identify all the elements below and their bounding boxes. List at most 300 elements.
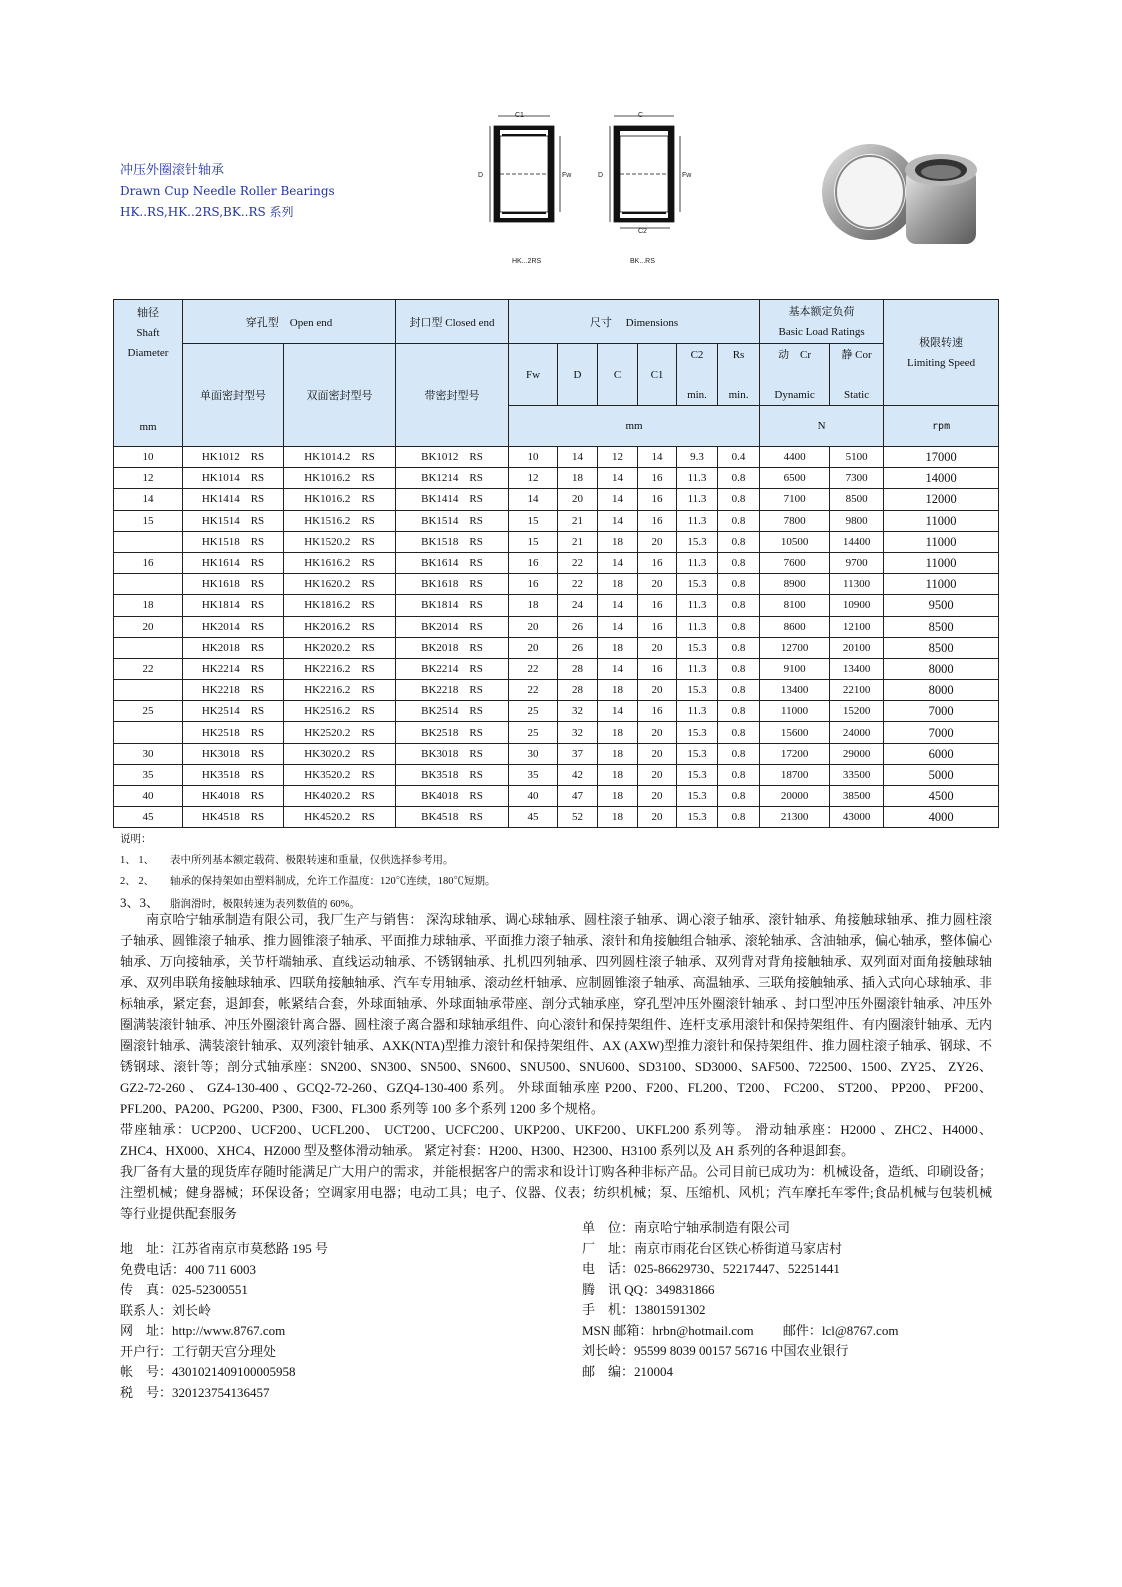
cell-static: 9800 (830, 510, 884, 531)
cell-rs: 0.8 (718, 531, 760, 552)
table-row (114, 701, 999, 722)
cell-double-seal: HK4520.2 RS (284, 807, 396, 828)
cell-rs: 0.8 (718, 489, 760, 510)
cell-static: 9700 (830, 552, 884, 573)
table-row (114, 468, 999, 489)
cell-dynamic: 10500 (760, 531, 830, 552)
cell-closed-seal: BK2218 RS (396, 680, 509, 701)
cell-d: 26 (558, 616, 598, 637)
cell-shaft: 22 (114, 658, 183, 679)
cell-shaft: 20 (114, 616, 183, 637)
cell-shaft (114, 680, 183, 701)
cell-dynamic: 11000 (760, 701, 830, 722)
cell-shaft: 15 (114, 510, 183, 531)
rs-min: min. (728, 388, 749, 401)
cell-double-seal: HK1816.2 RS (284, 595, 396, 616)
cell-single-seal: HK2014 RS (183, 616, 284, 637)
cell-fw: 14 (509, 489, 558, 510)
hk-2rs-caption: HK...2RS (512, 258, 542, 265)
title-en: Drawn Cup Needle Roller Bearings (120, 184, 335, 198)
cell-dynamic: 15600 (760, 722, 830, 743)
table-row (114, 489, 999, 510)
cell-rs: 0.8 (718, 595, 760, 616)
load-cn: 基本额定负荷 (788, 305, 855, 318)
dim-c1-label: C1 (515, 112, 524, 119)
note-1-index: 1、 1、 (120, 855, 155, 866)
c1-header: C1 (638, 344, 677, 406)
dim-fw-label-2: Fw (682, 172, 692, 179)
cell-single-seal: HK3018 RS (183, 743, 284, 764)
cell-shaft (114, 574, 183, 595)
closed-end-header: 封口型 Closed end (396, 300, 509, 344)
cell-single-seal: HK1618 RS (183, 574, 284, 595)
open-end-header: 穿孔型 Open end (183, 300, 396, 344)
shaft-header (114, 300, 183, 447)
cell-speed: 8500 (884, 637, 999, 658)
cell-static: 14400 (830, 531, 884, 552)
table-row (114, 658, 999, 679)
cell-d: 28 (558, 658, 598, 679)
title-cn: 冲压外圈滚针轴承 (120, 163, 225, 178)
cell-double-seal: HK1616.2 RS (284, 552, 396, 573)
cell-single-seal: HK1514 RS (183, 510, 284, 531)
cell-speed: 11000 (884, 510, 999, 531)
cell-shaft (114, 722, 183, 743)
rs-label: Rs (732, 348, 745, 361)
cell-c1: 16 (638, 552, 677, 573)
dimensions-header: 尺寸 Dimensions (509, 300, 760, 344)
note-3-index: 3、3、 (120, 895, 160, 910)
cell-d: 26 (558, 637, 598, 658)
cell-c1: 20 (638, 574, 677, 595)
cell-d: 20 (558, 489, 598, 510)
table-row (114, 680, 999, 701)
cell-d: 21 (558, 531, 598, 552)
cell-dynamic: 9100 (760, 658, 830, 679)
diagram-hk-2rs (478, 112, 580, 265)
cell-double-seal: HK1014.2 RS (284, 447, 396, 468)
cell-c2: 11.3 (677, 616, 718, 637)
dynamic-header (760, 344, 830, 406)
series-label: HK..RS,HK..2RS,BK..RS 系列 (120, 205, 294, 219)
cell-c2: 15.3 (677, 531, 718, 552)
cell-static: 33500 (830, 764, 884, 785)
double-seal-header: 双面密封型号 (284, 344, 396, 447)
cell-c2: 11.3 (677, 701, 718, 722)
cell-single-seal: HK3518 RS (183, 764, 284, 785)
cell-c: 14 (598, 468, 638, 489)
cell-rs: 0.8 (718, 764, 760, 785)
single-seal-header: 单面密封型号 (183, 344, 284, 447)
stat-cn: 静 Cor (841, 348, 872, 361)
cell-rs: 0.8 (718, 637, 760, 658)
cell-closed-seal: BK1214 RS (396, 468, 509, 489)
cell-speed: 4500 (884, 786, 999, 807)
cell-static: 13400 (830, 658, 884, 679)
cell-closed-seal: BK2514 RS (396, 701, 509, 722)
cell-c: 18 (598, 786, 638, 807)
dim-d-label: D (478, 172, 484, 179)
table-row (114, 616, 999, 637)
cell-d: 18 (558, 468, 598, 489)
cell-static: 20100 (830, 637, 884, 658)
company-paragraph-2: 带座轴承：UCP200、UCF200、UCFL200、 UCT200、UCFC200、UKP200、UKF200、UKFL200 系列等。 滑动轴承座：H2000 、ZHC2、H4000、ZHC4、HX000、XHC4、HZ000 型及整体滑动轴承。 紧定衬套：H200、H300、H2300、H3100 系列以及 AH 系列的各种退卸套。 (120, 1122, 992, 1158)
cell-d: 42 (558, 764, 598, 785)
cell-d: 28 (558, 680, 598, 701)
contact-left-line: 免费电话：400 711 6003 (120, 1261, 257, 1277)
cell-d: 52 (558, 807, 598, 828)
cell-double-seal: HK3020.2 RS (284, 743, 396, 764)
cell-speed: 11000 (884, 552, 999, 573)
contact-right-line: 单 位：南京哈宁轴承制造有限公司 (582, 1220, 791, 1235)
cell-c2: 11.3 (677, 468, 718, 489)
cell-c2: 11.3 (677, 510, 718, 531)
cell-c1: 16 (638, 489, 677, 510)
cell-closed-seal: BK2018 RS (396, 637, 509, 658)
shaft-en: Shaft (136, 327, 160, 339)
cell-c: 14 (598, 658, 638, 679)
cell-c1: 20 (638, 807, 677, 828)
cell-dynamic: 18700 (760, 764, 830, 785)
dyn-cn: 动 Cr (778, 348, 812, 361)
cell-fw: 18 (509, 595, 558, 616)
cell-single-seal: HK4018 RS (183, 786, 284, 807)
cell-double-seal: HK2516.2 RS (284, 701, 396, 722)
cell-static: 43000 (830, 807, 884, 828)
cell-c: 18 (598, 743, 638, 764)
cell-c1: 16 (638, 510, 677, 531)
c-header: C (598, 344, 638, 406)
cell-rs: 0.8 (718, 510, 760, 531)
notes-heading: 说明： (120, 834, 152, 845)
cell-single-seal: HK1518 RS (183, 531, 284, 552)
bearing-photo (818, 140, 993, 250)
cell-dynamic: 6500 (760, 468, 830, 489)
contact-right-line: 电 话：025-86629730、52217447、52251441 (582, 1261, 840, 1276)
cell-d: 32 (558, 722, 598, 743)
note-2 (120, 871, 1000, 892)
cell-closed-seal: BK3018 RS (396, 743, 509, 764)
contact-left-line: 地 址：江苏省南京市莫愁路 195 号 (120, 1241, 329, 1256)
cell-speed: 6000 (884, 743, 999, 764)
note-3-text: 脂润滑时，极限转速为表列数值的 60%。 (170, 899, 360, 910)
cell-dynamic: 12700 (760, 637, 830, 658)
table-row (114, 637, 999, 658)
cell-static: 12100 (830, 616, 884, 637)
cell-closed-seal: BK1518 RS (396, 531, 509, 552)
unit-mm: mm (509, 406, 760, 447)
static-header (830, 344, 884, 406)
contact-left (120, 1239, 328, 1403)
cell-d: 22 (558, 552, 598, 573)
cell-static: 11300 (830, 574, 884, 595)
company-paragraph-3: 我厂备有大量的现货库存随时能满足广大用户的需求，并能根据客户的需求和设计订购各种非标产品。公司目前已成功为：机械设备，造纸、印刷设备；注塑机械；健身器械；环保设备；空调家用电器；电动工具；电子、仪器、仪表；纺织机械；泵、压缩机、风机；汽车摩托车零件;食品机械与包装机械等行业提供配套服务 (120, 1164, 992, 1221)
cell-c1: 20 (638, 786, 677, 807)
c2-min: min. (687, 388, 707, 401)
shaft-en2: Diameter (127, 347, 169, 359)
cell-single-seal: HK1014 RS (183, 468, 284, 489)
cell-speed: 8500 (884, 616, 999, 637)
cell-c: 14 (598, 510, 638, 531)
table-row (114, 574, 999, 595)
cell-static: 24000 (830, 722, 884, 743)
cell-rs: 0.8 (718, 574, 760, 595)
cell-speed: 17000 (884, 447, 999, 468)
cell-shaft: 45 (114, 807, 183, 828)
cell-shaft: 14 (114, 489, 183, 510)
cell-speed: 11000 (884, 574, 999, 595)
cell-fw: 25 (509, 722, 558, 743)
fw-header: Fw (509, 344, 558, 406)
cell-fw: 16 (509, 574, 558, 595)
table-row (114, 722, 999, 743)
cell-rs: 0.4 (718, 447, 760, 468)
cell-c: 18 (598, 764, 638, 785)
cell-c2: 15.3 (677, 807, 718, 828)
table-row (114, 552, 999, 573)
cell-c2: 15.3 (677, 786, 718, 807)
cell-fw: 35 (509, 764, 558, 785)
cell-d: 21 (558, 510, 598, 531)
cell-single-seal: HK4518 RS (183, 807, 284, 828)
seal-closed-header: 带密封型号 (396, 344, 509, 447)
cell-c1: 14 (638, 447, 677, 468)
cell-c: 18 (598, 531, 638, 552)
cell-c2: 15.3 (677, 722, 718, 743)
contact-right-line: MSN 邮箱：hrbn@hotmail.com 邮件：lcl@8767.com (582, 1322, 899, 1338)
table-row (114, 764, 999, 785)
rs-header (718, 344, 760, 406)
cell-fw: 12 (509, 468, 558, 489)
cell-closed-seal: BK1614 RS (396, 552, 509, 573)
table-row (114, 786, 999, 807)
cell-closed-seal: BK2214 RS (396, 658, 509, 679)
cell-static: 5100 (830, 447, 884, 468)
cell-rs: 0.8 (718, 468, 760, 489)
cell-closed-seal: BK1514 RS (396, 510, 509, 531)
cell-single-seal: HK2514 RS (183, 701, 284, 722)
cell-single-seal: HK1012 RS (183, 447, 284, 468)
cell-speed: 11000 (884, 531, 999, 552)
shaft-cn: 轴径 (137, 307, 159, 319)
speed-header (884, 300, 999, 406)
table-row (114, 595, 999, 616)
note-2-index: 2、 2、 (120, 876, 155, 887)
cell-c: 14 (598, 701, 638, 722)
cell-speed: 7000 (884, 722, 999, 743)
cell-speed: 9500 (884, 595, 999, 616)
cell-c2: 15.3 (677, 764, 718, 785)
cell-single-seal: HK1814 RS (183, 595, 284, 616)
cell-d: 32 (558, 701, 598, 722)
cell-single-seal: HK2218 RS (183, 680, 284, 701)
cell-speed: 14000 (884, 468, 999, 489)
cell-rs: 0.8 (718, 680, 760, 701)
cell-c1: 20 (638, 764, 677, 785)
cell-closed-seal: BK1012 RS (396, 447, 509, 468)
cell-dynamic: 8900 (760, 574, 830, 595)
contact-left-line: 联系人：刘长岭 (120, 1302, 212, 1318)
cell-rs: 0.8 (718, 552, 760, 573)
contact-right-line: 手 机：13801591302 (582, 1302, 706, 1317)
cell-fw: 15 (509, 531, 558, 552)
cell-fw: 15 (509, 510, 558, 531)
d-header: D (558, 344, 598, 406)
unit-rpm: rpm (884, 406, 999, 447)
cell-d: 14 (558, 447, 598, 468)
cell-closed-seal: BK1414 RS (396, 489, 509, 510)
cell-closed-seal: BK2518 RS (396, 722, 509, 743)
cell-c2: 9.3 (677, 447, 718, 468)
contact-right-line: 腾 讯 QQ：349831866 (582, 1281, 715, 1297)
cell-double-seal: HK4020.2 RS (284, 786, 396, 807)
cell-c1: 20 (638, 680, 677, 701)
cell-c: 14 (598, 489, 638, 510)
cell-c: 18 (598, 722, 638, 743)
cell-d: 24 (558, 595, 598, 616)
cell-single-seal: HK1414 RS (183, 489, 284, 510)
cell-c1: 16 (638, 595, 677, 616)
bk-rs-caption: BK...RS (630, 258, 655, 265)
cell-shaft: 35 (114, 764, 183, 785)
table-row (114, 510, 999, 531)
cell-c: 18 (598, 807, 638, 828)
cell-speed: 7000 (884, 701, 999, 722)
cell-fw: 45 (509, 807, 558, 828)
cell-c2: 11.3 (677, 489, 718, 510)
cell-dynamic: 17200 (760, 743, 830, 764)
cell-c1: 20 (638, 531, 677, 552)
cell-fw: 10 (509, 447, 558, 468)
cell-shaft: 40 (114, 786, 183, 807)
dim-c-label: C (638, 112, 644, 119)
cell-shaft: 12 (114, 468, 183, 489)
cell-fw: 20 (509, 616, 558, 637)
contact-right-line: 刘长岭：95599 8039 00157 56716 中国农业银行 (582, 1343, 849, 1358)
cell-fw: 20 (509, 637, 558, 658)
cell-speed: 4000 (884, 807, 999, 828)
cell-rs: 0.8 (718, 807, 760, 828)
cell-d: 37 (558, 743, 598, 764)
cell-static: 38500 (830, 786, 884, 807)
cell-static: 7300 (830, 468, 884, 489)
contact-right (582, 1218, 898, 1382)
cell-shaft: 25 (114, 701, 183, 722)
cell-c1: 16 (638, 701, 677, 722)
cell-dynamic: 20000 (760, 786, 830, 807)
cell-c1: 20 (638, 637, 677, 658)
cell-single-seal: HK1614 RS (183, 552, 284, 573)
cell-rs: 0.8 (718, 722, 760, 743)
cell-double-seal: HK1620.2 RS (284, 574, 396, 595)
contact-left-line: 帐 号：4301021409100005958 (120, 1364, 296, 1379)
company-paragraph-1: 南京哈宁轴承制造有限公司，我厂生产与销售： 深沟球轴承、调心球轴承、圆柱滚子轴承、调心滚子轴承、滚针轴承、角接触球轴承、推力圆柱滚子轴承、圆锥滚子轴承、推力圆锥滚子轴承、平面推力球轴承、平面推力滚子轴承、滚针和角接触组合轴承、滚轮轴承、含油轴承，偏心轴承，整体偏心轴承、万向接轴承，关节杆端轴承、直线运动轴承、不锈钢轴承、扎机四列轴承、四列圆柱滚子轴承、双列背对背角接触轴承、双列面对面角接触球轴承、双列串联角接触球轴承、四联角接触轴承、汽车专用轴承、滚动丝杆轴承、应制圆锥滚子轴承、高温轴承、三联角接触轴承、插入式向心球轴承、非标轴承，紧定套，退卸套，帐紧结合套，外球面轴承、外球面轴承带座、剖分式轴承座，穿孔型冲压外圈滚针轴承 、封口型冲压外圈滚针轴承、冲压外圈满装滚针轴承、冲压外圈滚针离合器、圆柱滚子离合器和球轴承组件、向心滚针和保持架组件、连杆支承用滚针和保持架组件、有内圈滚针轴承、无内圈滚针轴承、满装滚针轴承、双列滚针轴承、AXK(NTA)型推力滚针和保持架组件、AX (AXW)型推力滚针和保持架组件、推力圆柱滚子轴承、钢球、不锈钢球、滚针等；剖分式轴承座：SN200、SN300、SN500、SN600、SNU500、SNU600、SD3100、SD3000、SAF500、722500、1500、ZY25、 ZY26、 GZ2-72-260 、 GZ4-130-400 、GCQ2-72-260、GZQ4-130-400 系列。 外球面轴承座 P200、F200、FL200、T200、 FC200、 ST200、 PP200、 PF200、 PFL200、PA200、PG200、P300、F300、FL300 系列等 100 多个系列 1200 多个规格。 (120, 912, 992, 1116)
cell-fw: 22 (509, 680, 558, 701)
cell-c: 14 (598, 595, 638, 616)
cell-dynamic: 8100 (760, 595, 830, 616)
cell-c2: 11.3 (677, 552, 718, 573)
cell-c: 12 (598, 447, 638, 468)
cell-closed-seal: BK1618 RS (396, 574, 509, 595)
cell-speed: 5000 (884, 764, 999, 785)
contact-left-line: 开户行：工行朝天宫分理处 (120, 1343, 277, 1359)
company-description (120, 909, 992, 1224)
cell-fw: 22 (509, 658, 558, 679)
spec-table (113, 299, 999, 828)
cell-d: 47 (558, 786, 598, 807)
notes (120, 829, 1000, 915)
cell-single-seal: HK2518 RS (183, 722, 284, 743)
cell-rs: 0.8 (718, 701, 760, 722)
cell-c1: 16 (638, 616, 677, 637)
table-body (114, 447, 999, 828)
contact-right-line: 厂 址：南京市雨花台区铁心桥街道马家店村 (582, 1240, 843, 1256)
cell-dynamic: 4400 (760, 447, 830, 468)
cell-c2: 11.3 (677, 595, 718, 616)
cell-shaft: 10 (114, 447, 183, 468)
cell-shaft (114, 531, 183, 552)
cell-c: 18 (598, 574, 638, 595)
speed-cn: 极限转速 (919, 336, 964, 349)
cell-closed-seal: BK3518 RS (396, 764, 509, 785)
cell-static: 8500 (830, 489, 884, 510)
cell-closed-seal: BK1814 RS (396, 595, 509, 616)
cell-speed: 12000 (884, 489, 999, 510)
cell-double-seal: HK2216.2 RS (284, 680, 396, 701)
table-row (114, 531, 999, 552)
cell-c: 18 (598, 680, 638, 701)
cell-fw: 40 (509, 786, 558, 807)
cell-double-seal: HK1520.2 RS (284, 531, 396, 552)
dim-fw-label: Fw (562, 172, 572, 179)
contact-left-line: 税 号：320123754136457 (120, 1384, 270, 1400)
cell-c: 14 (598, 552, 638, 573)
cell-single-seal: HK2018 RS (183, 637, 284, 658)
diagram-bk-rs (598, 112, 700, 265)
cell-dynamic: 21300 (760, 807, 830, 828)
cell-c1: 16 (638, 468, 677, 489)
load-en: Basic Load Ratings (778, 325, 865, 338)
cell-static: 22100 (830, 680, 884, 701)
c2-label: C2 (690, 348, 704, 361)
cell-c1: 20 (638, 722, 677, 743)
cell-speed: 8000 (884, 680, 999, 701)
cell-shaft (114, 637, 183, 658)
cell-shaft: 16 (114, 552, 183, 573)
cell-double-seal: HK1516.2 RS (284, 510, 396, 531)
shaft-unit: mm (139, 421, 157, 433)
note-1-text: 表中所列基本额定载荷、极限转速和重量，仅供选择参考用。 (170, 855, 454, 866)
cell-closed-seal: BK4018 RS (396, 786, 509, 807)
contact-left-line: 传 真：025-52300551 (120, 1282, 248, 1297)
note-2-text: 轴承的保持架如由塑料制成，允许工作温度：120℃连续，180℃短期。 (170, 876, 496, 887)
cell-c2: 15.3 (677, 574, 718, 595)
table-header (114, 300, 999, 447)
cell-shaft: 30 (114, 743, 183, 764)
table-row (114, 447, 999, 468)
cell-double-seal: HK2520.2 RS (284, 722, 396, 743)
cell-fw: 16 (509, 552, 558, 573)
cell-c: 18 (598, 637, 638, 658)
cell-speed: 8000 (884, 658, 999, 679)
cell-double-seal: HK2020.2 RS (284, 637, 396, 658)
cell-dynamic: 7100 (760, 489, 830, 510)
cell-c2: 15.3 (677, 743, 718, 764)
cell-closed-seal: BK4518 RS (396, 807, 509, 828)
cell-c1: 20 (638, 743, 677, 764)
cell-rs: 0.8 (718, 616, 760, 637)
dim-c2-label: C2 (638, 228, 647, 235)
